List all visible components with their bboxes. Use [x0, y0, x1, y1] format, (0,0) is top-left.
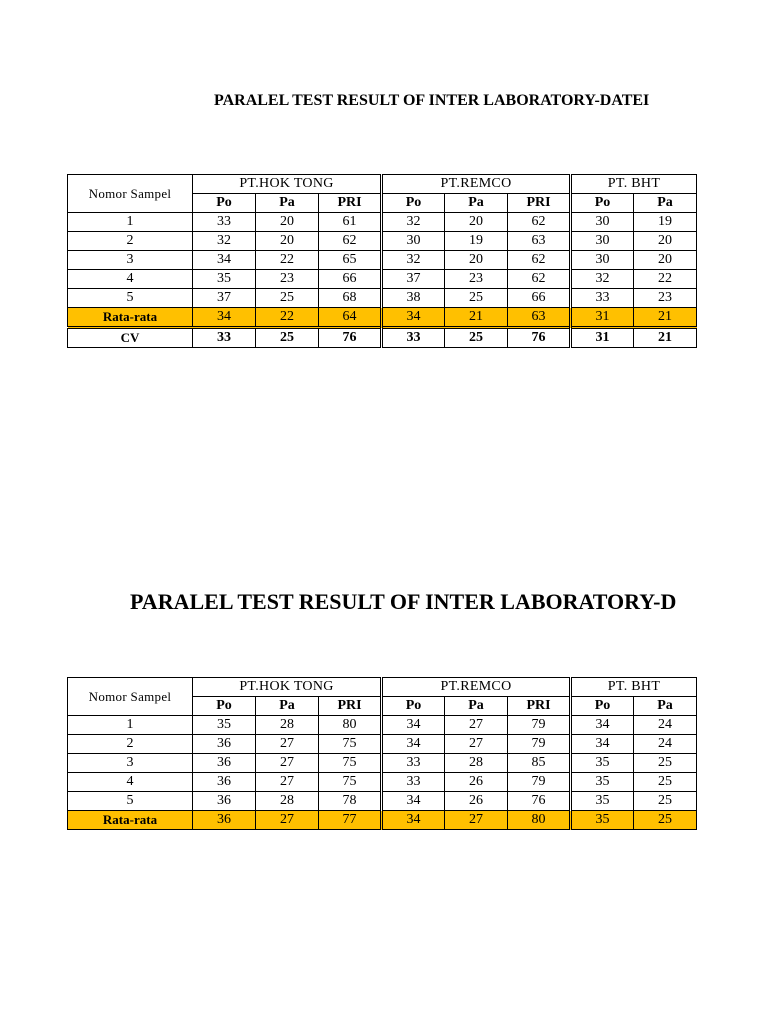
table-cell: 25: [634, 773, 697, 792]
table-cell: 27: [256, 735, 319, 754]
column-header: Po: [571, 194, 634, 213]
column-header: PRI: [508, 697, 571, 716]
table-cell: 35: [193, 716, 256, 735]
table-cell: 37: [382, 270, 445, 289]
result-table: [67, 677, 697, 830]
table-cell: 77: [319, 811, 382, 830]
table-cell: 34: [382, 308, 445, 328]
table-cell: 20: [634, 232, 697, 251]
table-cell: 27: [256, 773, 319, 792]
column-header: Pa: [445, 697, 508, 716]
document-title: PARALEL TEST RESULT OF INTER LABORATORY-DATEI: [214, 92, 650, 109]
column-header: Pa: [445, 194, 508, 213]
table-cell: 25: [634, 792, 697, 811]
table-row: [68, 773, 697, 792]
average-row: [68, 811, 697, 830]
table-cell: 65: [319, 251, 382, 270]
table-cell: 35: [571, 754, 634, 773]
table-row: [68, 792, 697, 811]
row-label: 1: [68, 213, 193, 232]
table-cell: 68: [319, 289, 382, 308]
table-cell: 19: [634, 213, 697, 232]
column-header: Pa: [634, 697, 697, 716]
column-header: Pa: [256, 697, 319, 716]
table-cell: 36: [193, 792, 256, 811]
table-cell: 28: [256, 792, 319, 811]
row-label: 3: [68, 754, 193, 773]
table-cell: 24: [634, 716, 697, 735]
table-cell: 36: [193, 773, 256, 792]
table-cell: 25: [445, 289, 508, 308]
document-title: PARALEL TEST RESULT OF INTER LABORATORY-D: [130, 589, 677, 614]
row-label: 4: [68, 773, 193, 792]
column-header: Po: [571, 697, 634, 716]
row-header: Nomor Sampel: [68, 175, 193, 213]
table-cell: 34: [382, 716, 445, 735]
table-cell: 30: [571, 213, 634, 232]
table-cell: 25: [256, 328, 319, 348]
table-cell: 38: [382, 289, 445, 308]
table-cell: 33: [382, 754, 445, 773]
table-cell: 32: [193, 232, 256, 251]
group-header: PT.HOK TONG: [193, 175, 382, 194]
table-cell: 25: [256, 289, 319, 308]
table-cell: 27: [256, 754, 319, 773]
table-cell: 34: [382, 735, 445, 754]
table-cell: 31: [571, 328, 634, 348]
table-cell: 21: [634, 328, 697, 348]
table-cell: 62: [508, 251, 571, 270]
row-label: Rata-rata: [68, 811, 193, 830]
table-cell: 22: [256, 308, 319, 328]
table-cell: 36: [193, 811, 256, 830]
row-label: Rata-rata: [68, 308, 193, 328]
table-cell: 35: [193, 270, 256, 289]
table-cell: 36: [193, 754, 256, 773]
column-header: Pa: [634, 194, 697, 213]
table-cell: 34: [382, 811, 445, 830]
table-cell: 79: [508, 773, 571, 792]
column-header: PRI: [319, 697, 382, 716]
column-header: Po: [193, 194, 256, 213]
table-cell: 33: [382, 328, 445, 348]
table-cell: 23: [256, 270, 319, 289]
table-cell: 25: [634, 811, 697, 830]
column-header: PRI: [508, 194, 571, 213]
column-header: PRI: [319, 194, 382, 213]
table-cell: 20: [256, 232, 319, 251]
row-label: 5: [68, 289, 193, 308]
table-cell: 20: [256, 213, 319, 232]
table-cell: 63: [508, 232, 571, 251]
group-header: PT.REMCO: [382, 175, 571, 194]
table-cell: 61: [319, 213, 382, 232]
row-header: Nomor Sampel: [68, 678, 193, 716]
table-cell: 35: [571, 792, 634, 811]
table-cell: 30: [571, 251, 634, 270]
table-cell: 62: [508, 213, 571, 232]
row-label: CV: [68, 328, 193, 348]
table-row: [68, 754, 697, 773]
table-cell: 32: [382, 251, 445, 270]
table-cell: 26: [445, 773, 508, 792]
table-cell: 63: [508, 308, 571, 328]
table-cell: 62: [319, 232, 382, 251]
row-label: 4: [68, 270, 193, 289]
table-cell: 31: [571, 308, 634, 328]
table-cell: 36: [193, 735, 256, 754]
table-cell: 33: [571, 289, 634, 308]
table-cell: 20: [634, 251, 697, 270]
table-cell: 35: [571, 773, 634, 792]
table-cell: 27: [256, 811, 319, 830]
row-label: 3: [68, 251, 193, 270]
table-cell: 30: [571, 232, 634, 251]
table-cell: 75: [319, 773, 382, 792]
table-cell: 64: [319, 308, 382, 328]
table-cell: 76: [508, 792, 571, 811]
table-cell: 26: [445, 792, 508, 811]
table-cell: 76: [319, 328, 382, 348]
table-cell: 28: [256, 716, 319, 735]
column-header: Po: [382, 697, 445, 716]
table-cell: 75: [319, 754, 382, 773]
group-header: PT.HOK TONG: [193, 678, 382, 697]
table-cell: 79: [508, 735, 571, 754]
table-cell: 20: [445, 213, 508, 232]
column-header: Po: [193, 697, 256, 716]
row-label: 1: [68, 716, 193, 735]
table-cell: 20: [445, 251, 508, 270]
group-header: PT. BHT: [571, 175, 697, 194]
row-label: 5: [68, 792, 193, 811]
table-cell: 25: [445, 328, 508, 348]
group-header: PT.REMCO: [382, 678, 571, 697]
row-label: 2: [68, 735, 193, 754]
table-cell: 33: [382, 773, 445, 792]
table-cell: 75: [319, 735, 382, 754]
table-cell: 27: [445, 716, 508, 735]
table-cell: 23: [445, 270, 508, 289]
column-header: Pa: [256, 194, 319, 213]
table-cell: 80: [319, 716, 382, 735]
table-cell: 35: [571, 811, 634, 830]
table-cell: 30: [382, 232, 445, 251]
table-cell: 80: [508, 811, 571, 830]
table-cell: 27: [445, 811, 508, 830]
table-cell: 19: [445, 232, 508, 251]
table-row: [68, 735, 697, 754]
table-cell: 66: [508, 289, 571, 308]
table-cell: 23: [634, 289, 697, 308]
table-cell: 33: [193, 213, 256, 232]
table-cell: 34: [571, 735, 634, 754]
table-cell: 25: [634, 754, 697, 773]
table-cell: 85: [508, 754, 571, 773]
table-cell: 32: [382, 213, 445, 232]
table-cell: 78: [319, 792, 382, 811]
group-header: PT. BHT: [571, 678, 697, 697]
table-cell: 22: [256, 251, 319, 270]
table-cell: 28: [445, 754, 508, 773]
table-cell: 34: [571, 716, 634, 735]
table-cell: 27: [445, 735, 508, 754]
table-cell: 79: [508, 716, 571, 735]
table-cell: 22: [634, 270, 697, 289]
row-label: 2: [68, 232, 193, 251]
table-cell: 33: [193, 328, 256, 348]
table-cell: 32: [571, 270, 634, 289]
table-cell: 34: [193, 251, 256, 270]
column-header: Po: [382, 194, 445, 213]
table-cell: 34: [382, 792, 445, 811]
table-cell: 66: [319, 270, 382, 289]
table-cell: 62: [508, 270, 571, 289]
table-cell: 21: [634, 308, 697, 328]
table-cell: 24: [634, 735, 697, 754]
table-cell: 34: [193, 308, 256, 328]
table-cell: 37: [193, 289, 256, 308]
table-cell: 76: [508, 328, 571, 348]
table-cell: 21: [445, 308, 508, 328]
table-row: [68, 716, 697, 735]
